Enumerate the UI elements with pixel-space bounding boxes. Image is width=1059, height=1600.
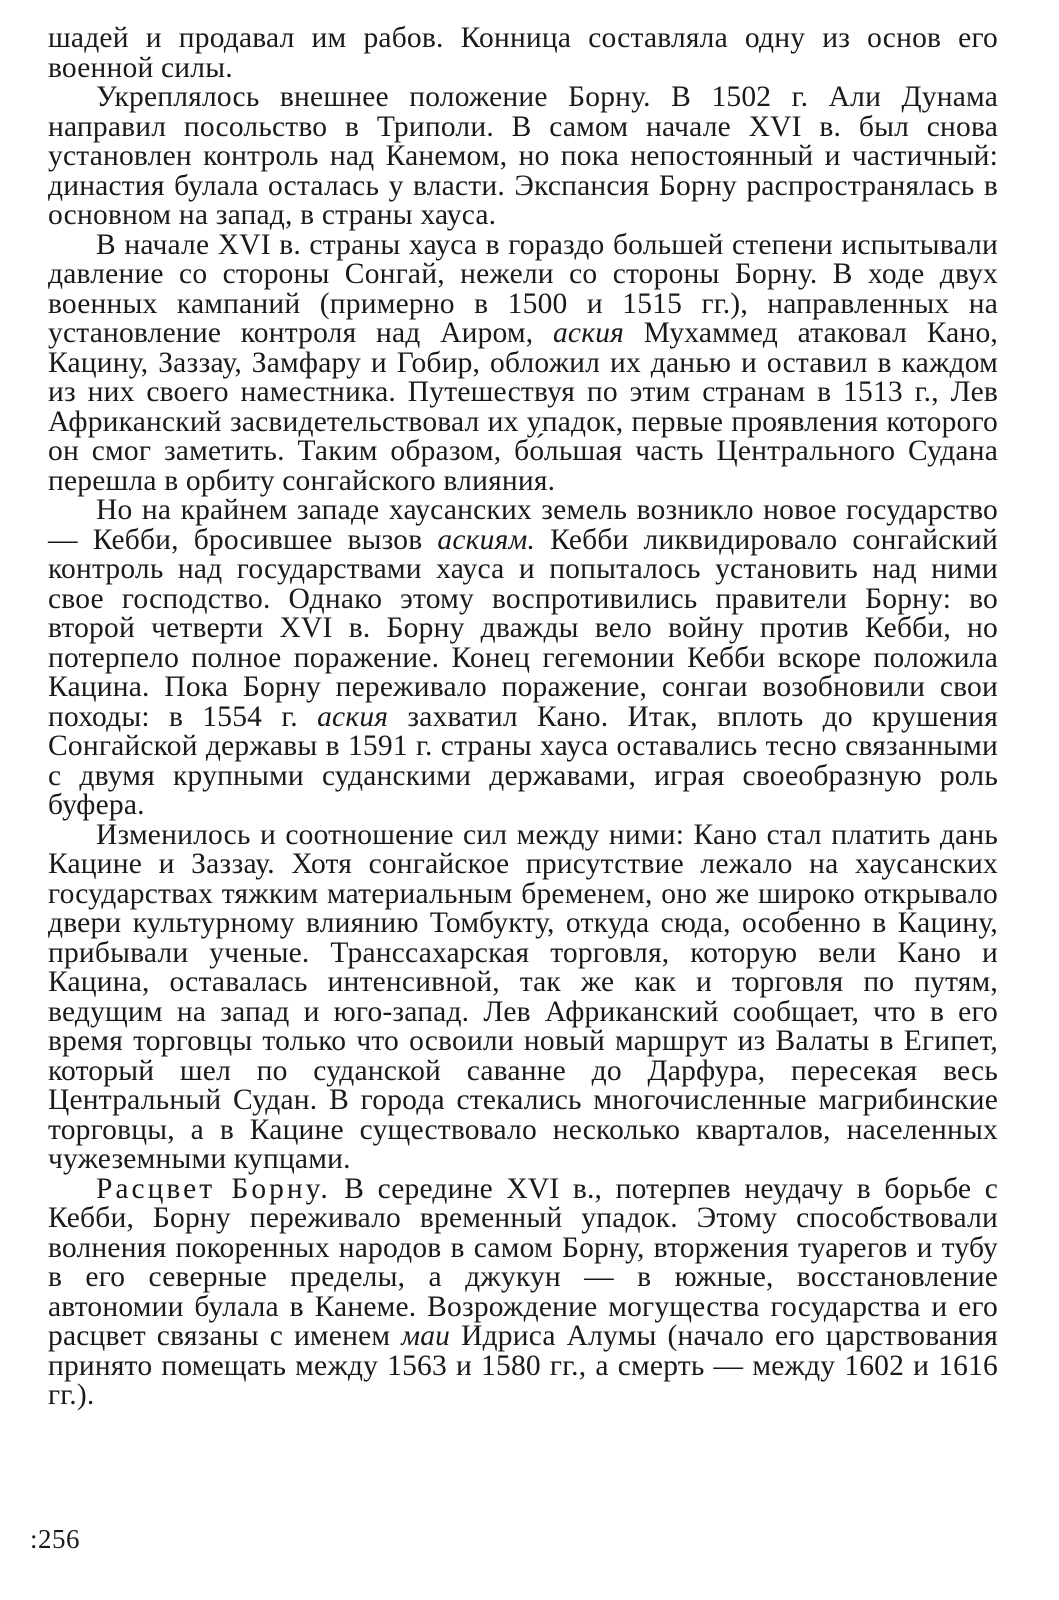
paragraph-balance-of-power: Изменилось и соотношение сил между ними: Кано стал платить дань Кацине и Заззау. Хотя сонгайское присутствие лежало на хаусанских государствах тяжким материальным бременем, оно же широко открывало двери культурному влиянию Томбукту, откуда сюда, особенно в Кацину, прибывали ученые. Транссахарская торговля, которую вели Кано и Кацина, оставалась интенсивной, так же как и торговля по путям, ведущим на запад и юго-запад. Лев Африканский сообщает, что в его время торговцы только что освоили новый маршрут из Валаты в Египет, который шел по суданской саванне до Дарфура, пересекая весь Центральный Судан. В города стекались многочисленные магрибинские торговцы, а в Кацине существовало несколько кварталов, населенных чужеземными купцами. xyxy=(48,818,998,1175)
paragraph-text: В начале XVI в. страны хауса в гораздо большей степени испытывали давление со стороны Сонгай, нежели со стороны Борну. В ходе двух военных кампаний (примерно в 1500 и 1515 гг.), направленных на установление контроля над Аиром, xyxy=(48,228,998,349)
italic-term: аскиям. xyxy=(437,523,536,556)
paragraph-text: Мухаммед атаковал Кано, Кацину, Заззау, Замфару и Гобир, обложил их данью и оставил в каждом из них своего наместника. Путешествуя по этим странам в 1513 г., Лев Африканский засвидетельствовал их упадок, первые проявления которого он смог заметить. Таким образом, бо́льшая часть Центрального Судана перешла в орбиту сонгайского влияния. xyxy=(48,317,998,497)
italic-term: аския xyxy=(552,317,625,349)
paragraph-text: Кебби ликвидировало сонгайский контроль над государствами хауса и попыталось установить над ними свое господство. Однако этому воспротивились правители Борну: во второй четверти XVI в. Борну дважды вело войну против Кебби, но потерпело полное поражение. Конец гегемонии Кебби вскоре положила Кацина. Пока Борну переживало поражение, сонгаи возобновили свои походы: в 1554 г. xyxy=(48,523,998,733)
paragraph-text: Но на крайнем западе хаусанских земель возникло новое государство — Кебби, бросившее вызов xyxy=(48,494,998,556)
book-page xyxy=(48,24,998,1524)
section-heading: Расцвет Борну. xyxy=(96,1172,331,1205)
paragraph-text: захватил Кано. Итак, вплоть до крушения Сонгайской державы в 1591 г. страны хауса оставались тесно связанными с двумя крупными суданскими державами, играя своеобразную роль буфера. xyxy=(48,700,999,821)
paragraph-text: Идриса Алумы (начало его царствования принято помещать между 1563 и 1580 гг., а смерть — между 1602 и 1616 гг.). xyxy=(48,1320,998,1411)
paragraph-bornu-flourishing xyxy=(48,1172,998,1411)
paragraph-kebbi xyxy=(48,496,998,821)
paragraph-hausa-songhai-pressure xyxy=(48,228,998,497)
italic-term: маи xyxy=(401,1320,451,1352)
paragraph-bornu-external-position: Укреплялось внешнее положение Борну. В 1502 г. Али Дунама направил посольство в Триполи. В самом начале XVI в. был снова установлен контроль над Канемом, но пока непостоянный и частичный: династия булала осталась у власти. Экспансия Борну распространялась в основном на запад, в страны хауса. xyxy=(48,81,998,231)
paragraph-continuation: шадей и продавал им рабов. Конница составляла одну из основ его военной силы. xyxy=(48,22,998,84)
italic-term: аския xyxy=(317,700,389,733)
page-number: :256 xyxy=(30,1524,81,1554)
paragraph-text: В середине XVI в., потерпев неудачу в борьбе с Кебби, Борну переживало временный упадок. Этому способствовали волнения покоренных народов в самом Борну, вторжения туарегов и тубу в его северные пределы, а джукун — в южные, восстановление автономии булала в Канеме. Возрождение могущества государства и его расцвет связаны с именем xyxy=(48,1172,998,1352)
